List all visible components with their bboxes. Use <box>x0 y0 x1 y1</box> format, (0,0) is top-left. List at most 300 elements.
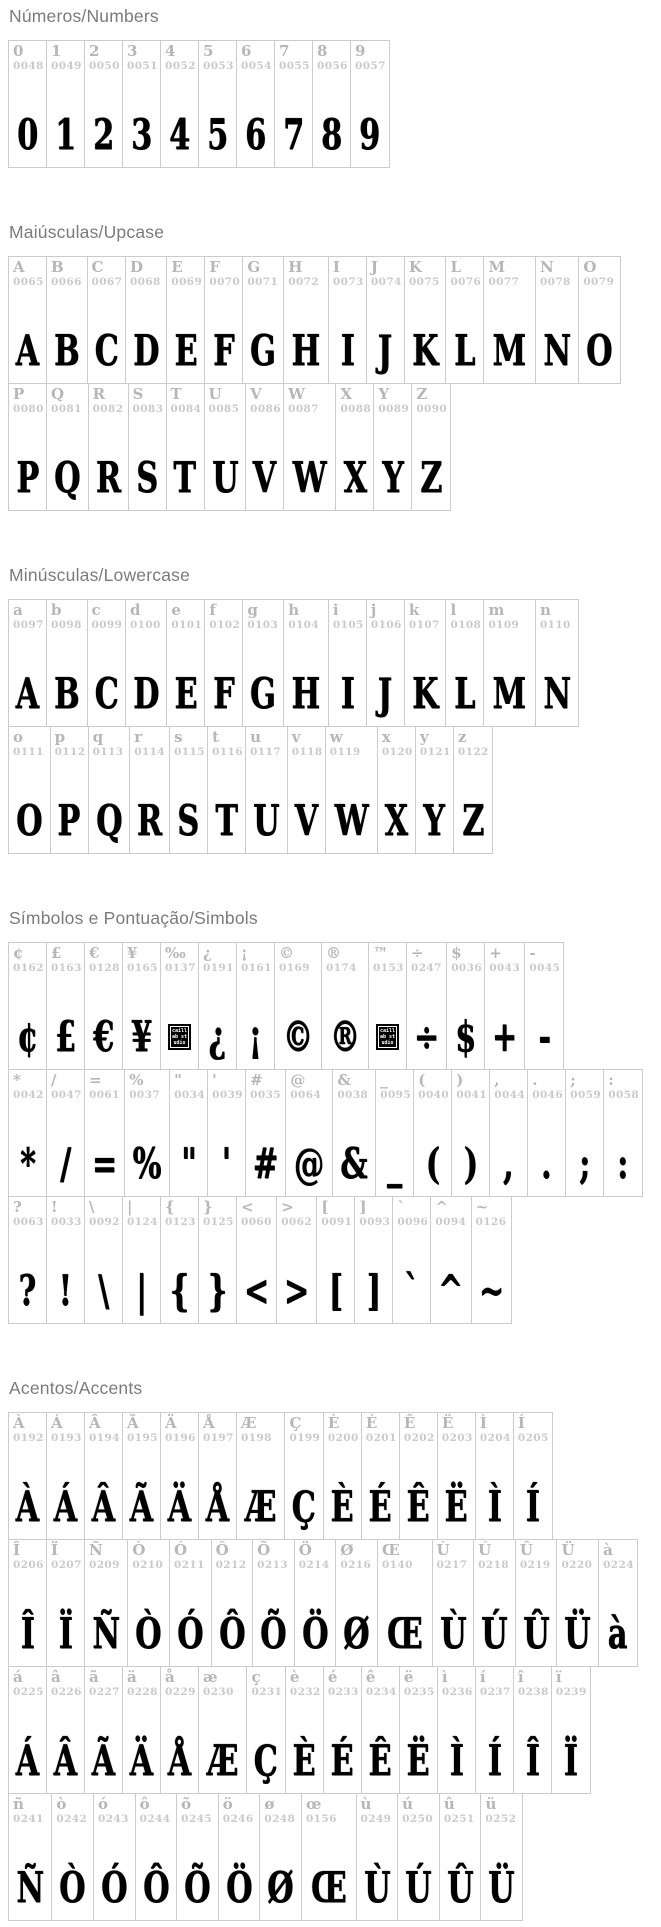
char-glyph: J <box>378 326 393 376</box>
char-label: h <box>288 601 300 619</box>
char-cell <box>528 1070 566 1196</box>
char-glyph: S <box>136 453 158 503</box>
section-numbers <box>8 6 653 168</box>
char-cell-header <box>288 727 325 760</box>
glyph-area <box>447 976 484 1069</box>
char-label: . <box>532 1071 538 1089</box>
char-glyph: Ö <box>225 1863 253 1913</box>
glyph-area <box>362 1700 399 1793</box>
char-cell-header <box>9 600 46 633</box>
glyph-area <box>412 417 450 510</box>
char-cell-header <box>85 1197 122 1230</box>
glyph-area <box>433 1573 474 1666</box>
char-cell-header <box>161 1197 198 1230</box>
char-cell <box>85 1413 123 1539</box>
char-cell-header <box>47 1070 84 1103</box>
char-cell <box>412 384 450 510</box>
char-label: ÷ <box>411 944 424 962</box>
char-cell <box>85 1540 128 1666</box>
char-code: 0228 <box>127 1685 158 1698</box>
char-cell-header <box>9 384 46 417</box>
char-cell <box>317 1197 355 1323</box>
char-cell-header <box>324 1413 361 1446</box>
char-glyph: V <box>252 453 277 503</box>
glyph-area <box>47 1103 84 1196</box>
char-cell <box>208 727 246 853</box>
glyph-area <box>528 1103 565 1196</box>
char-code: 0057 <box>355 59 386 72</box>
char-cell <box>440 1794 482 1920</box>
char-code: 0069 <box>171 275 203 288</box>
char-code: 0120 <box>381 745 413 758</box>
char-label: Ù <box>436 1541 450 1559</box>
char-label: M <box>488 258 506 276</box>
glyph-area <box>454 760 492 853</box>
section-uppercase <box>8 222 653 511</box>
section-title: Números/Numbers <box>9 6 159 26</box>
char-glyph: ( <box>425 1139 440 1189</box>
char-glyph: Ø <box>267 1863 294 1913</box>
char-glyph: 6 <box>244 110 267 160</box>
char-cell <box>446 257 484 383</box>
char-cell <box>123 1667 161 1793</box>
char-code: 0067 <box>91 275 123 288</box>
char-label: w <box>329 728 343 746</box>
char-glyph: [ <box>328 1266 344 1316</box>
char-cell <box>161 1197 199 1323</box>
char-cell-header <box>284 257 328 290</box>
char-cell <box>161 1667 199 1793</box>
foundry-badge <box>376 1024 399 1050</box>
char-cell-header <box>528 1070 565 1103</box>
glyph-area <box>260 1827 301 1920</box>
char-glyph: Ã <box>91 1736 116 1786</box>
char-cell-header <box>125 1070 169 1103</box>
char-cell-header <box>369 943 406 976</box>
char-cell-header <box>126 257 166 290</box>
glyph-area <box>51 760 88 853</box>
glyph-area <box>167 417 204 510</box>
char-glyph: L <box>454 326 476 376</box>
char-glyph: Â <box>91 1482 116 1532</box>
char-glyph: Ø <box>343 1609 370 1659</box>
char-label: N <box>539 258 554 276</box>
glyph-area <box>9 1827 51 1920</box>
char-cell-header <box>447 943 484 976</box>
char-label: ê <box>365 1668 376 1686</box>
char-cell-header <box>208 1070 245 1103</box>
char-glyph: U <box>211 453 239 503</box>
char-cell-header <box>170 727 207 760</box>
glyph-area <box>476 1446 513 1539</box>
glyph-area <box>362 1446 399 1539</box>
char-cell-header <box>47 1667 84 1700</box>
char-cell-header <box>130 727 169 760</box>
char-glyph: Œ <box>386 1609 423 1659</box>
glyph-area <box>161 1700 198 1793</box>
char-label: ø <box>264 1795 275 1813</box>
char-cell <box>177 1794 219 1920</box>
char-glyph: Ã <box>129 1482 154 1532</box>
char-cell <box>604 1070 642 1196</box>
char-label: } <box>203 1198 213 1216</box>
char-glyph: Ü <box>488 1863 515 1913</box>
char-glyph: R <box>137 796 163 846</box>
char-label: 3 <box>127 42 138 60</box>
char-glyph: Q <box>54 453 81 503</box>
char-cell-header <box>219 1794 260 1827</box>
char-glyph: G <box>250 669 277 719</box>
char-glyph: Á <box>53 1482 78 1532</box>
char-glyph: à <box>608 1609 628 1659</box>
char-code: 0102 <box>209 618 241 631</box>
char-code: 0156 <box>305 1812 337 1825</box>
char-label: ç <box>251 1668 261 1686</box>
char-glyph: U <box>253 796 280 846</box>
char-code: 0082 <box>92 402 124 415</box>
char-label: Ï <box>51 1541 59 1559</box>
char-label: Q <box>51 385 65 403</box>
char-glyph: Ï <box>58 1609 73 1659</box>
char-cell-header <box>85 41 122 74</box>
char-code: 0094 <box>435 1215 467 1228</box>
char-label: m <box>488 601 505 619</box>
char-cell <box>454 727 492 853</box>
char-cell-header <box>170 1540 211 1573</box>
section-title: Acentos/Accents <box>9 1378 143 1398</box>
char-glyph: Æ <box>245 1482 277 1532</box>
char-label: Æ <box>241 1414 257 1432</box>
char-glyph: D <box>133 669 160 719</box>
glyph-area <box>557 1573 598 1666</box>
char-label: â <box>51 1668 61 1686</box>
glyph-area <box>246 417 283 510</box>
char-code: 0207 <box>51 1558 82 1571</box>
char-cell-header <box>85 1667 122 1700</box>
char-code: 0245 <box>181 1812 212 1825</box>
glyph-area <box>123 1230 160 1323</box>
char-label: Ä <box>165 1414 177 1432</box>
char-cell-header <box>47 600 87 633</box>
char-glyph: Ñ <box>92 1609 121 1659</box>
char-cell <box>47 1070 85 1196</box>
char-code: 0099 <box>91 618 123 631</box>
glyph-area <box>167 633 204 726</box>
char-cell-header <box>88 600 125 633</box>
char-cell <box>9 1794 52 1920</box>
glyph-area <box>329 290 366 383</box>
char-cell-header <box>438 1667 475 1700</box>
char-code: 0096 <box>397 1215 429 1228</box>
char-label: _ <box>380 1071 388 1089</box>
glyph-area <box>351 74 389 167</box>
char-cell <box>85 1070 125 1196</box>
char-cell-header <box>205 384 246 417</box>
char-cell-header <box>284 600 328 633</box>
char-cell-header <box>208 727 245 760</box>
glyph-area <box>566 1103 603 1196</box>
char-code: 0039 <box>212 1088 243 1101</box>
char-row <box>8 256 621 384</box>
char-cell <box>9 1197 47 1323</box>
glyph-area <box>405 290 446 383</box>
char-label: R <box>92 385 106 403</box>
char-label: ] <box>359 1198 367 1216</box>
char-glyph: Ô <box>142 1863 170 1913</box>
char-label: © <box>279 944 294 962</box>
char-glyph: Ù <box>439 1609 467 1659</box>
char-label: ñ <box>13 1795 24 1813</box>
char-cell-header <box>199 1197 236 1230</box>
char-label: A <box>13 258 25 276</box>
char-code: 0081 <box>51 402 82 415</box>
char-cell-header <box>414 1070 451 1103</box>
char-cell <box>89 727 131 853</box>
char-glyph: È <box>292 1736 316 1786</box>
char-cell <box>161 41 199 167</box>
char-code: 0197 <box>203 1431 234 1444</box>
char-cell <box>579 257 620 383</box>
glyph-area <box>246 1103 285 1196</box>
char-label: 0 <box>13 42 24 60</box>
char-cell <box>324 1413 362 1539</box>
char-label: x <box>381 728 391 746</box>
char-label: Û <box>519 1541 533 1559</box>
char-code: 0217 <box>436 1558 468 1571</box>
char-cell-header <box>336 1540 377 1573</box>
char-label: E <box>171 258 183 276</box>
char-cell <box>237 41 275 167</box>
char-cell-header <box>199 943 236 976</box>
char-label: Ê <box>403 1414 416 1432</box>
char-cell <box>161 1413 199 1539</box>
char-label: X <box>340 385 352 403</box>
char-cell <box>484 257 536 383</box>
char-code: 0093 <box>359 1215 391 1228</box>
char-cell <box>246 1070 286 1196</box>
char-glyph: 3 <box>130 110 153 160</box>
char-label: Y <box>378 385 390 403</box>
char-glyph: Å <box>167 1736 192 1786</box>
char-code: 0098 <box>51 618 82 631</box>
char-code: 0109 <box>488 618 520 631</box>
char-code: 0114 <box>134 745 166 758</box>
char-label: Ü <box>561 1541 575 1559</box>
char-glyph: ¿ <box>208 1012 227 1062</box>
char-cell <box>246 727 288 853</box>
glyph-area <box>369 976 406 1069</box>
char-cell <box>374 384 412 510</box>
char-code: 0073 <box>332 275 364 288</box>
char-label: ó <box>97 1795 108 1813</box>
char-label: B <box>51 258 64 276</box>
char-cell <box>47 1540 85 1666</box>
char-label: t <box>212 728 220 746</box>
char-label: ¡ <box>241 944 248 962</box>
char-cell <box>9 257 47 383</box>
char-cell-header <box>454 727 492 760</box>
char-label: Î <box>13 1541 21 1559</box>
glyph-area <box>374 417 411 510</box>
glyph-area <box>9 290 46 383</box>
glyph-area <box>205 417 246 510</box>
char-label: n <box>539 601 551 619</box>
char-cell <box>336 1540 378 1666</box>
char-glyph: Ó <box>101 1863 128 1913</box>
glyph-area <box>88 290 125 383</box>
char-code: 0056 <box>317 59 348 72</box>
char-cell-header <box>88 257 125 290</box>
char-label: F <box>209 258 221 276</box>
char-code: 0213 <box>257 1558 288 1571</box>
char-cell-header <box>481 1794 522 1827</box>
char-label: £ <box>51 944 62 962</box>
char-code: 0123 <box>165 1215 196 1228</box>
char-glyph: Ó <box>177 1609 204 1659</box>
char-cell-header <box>167 384 204 417</box>
char-cell <box>416 727 454 853</box>
char-glyph: Ë <box>406 1736 430 1786</box>
glyph-area <box>253 1573 294 1666</box>
glyph-area <box>400 1446 437 1539</box>
char-label: f <box>209 601 216 619</box>
char-cell-header <box>85 1413 122 1446</box>
char-cell-header <box>286 1667 323 1700</box>
char-cell-header <box>552 1667 590 1700</box>
char-cell-header <box>313 41 350 74</box>
section-accents <box>8 1378 653 1921</box>
char-code: 0100 <box>129 618 161 631</box>
char-glyph: O <box>16 796 43 846</box>
char-glyph: X <box>343 453 367 503</box>
glyph-area <box>85 1700 122 1793</box>
char-cell-header <box>566 1070 603 1103</box>
char-code: 0248 <box>264 1812 296 1825</box>
char-cell-header <box>333 1070 375 1103</box>
char-cell <box>85 1667 123 1793</box>
char-cell <box>89 384 129 510</box>
char-cell <box>47 1667 85 1793</box>
char-code: 0076 <box>450 275 482 288</box>
char-code: 0198 <box>241 1431 272 1444</box>
glyph-area <box>237 1230 276 1323</box>
char-label: É <box>365 1414 378 1432</box>
char-grid <box>8 1412 653 1921</box>
glyph-area <box>85 74 122 167</box>
char-glyph: ~ <box>478 1266 504 1316</box>
char-code: 0091 <box>321 1215 353 1228</box>
char-code: 0239 <box>555 1685 587 1698</box>
glyph-area <box>85 1446 122 1539</box>
char-label: Ú <box>478 1541 492 1559</box>
char-glyph: - <box>538 1012 551 1062</box>
char-glyph: C <box>94 669 119 719</box>
char-cell <box>329 600 367 726</box>
glyph-area <box>243 633 283 726</box>
glyph-area <box>446 633 483 726</box>
char-cell-header <box>407 943 446 976</box>
char-code: 0244 <box>139 1812 171 1825</box>
char-cell <box>433 1540 475 1666</box>
char-label: ` <box>397 1198 405 1216</box>
char-label: = <box>89 1071 102 1089</box>
char-glyph: F <box>213 669 235 719</box>
char-cell-header <box>9 1667 46 1700</box>
char-label: o <box>13 728 24 746</box>
char-glyph: £ <box>54 1012 77 1062</box>
char-cell-header <box>286 1070 332 1103</box>
char-glyph: _ <box>387 1139 403 1189</box>
char-code: 0128 <box>89 961 120 974</box>
char-cell-header <box>367 600 404 633</box>
char-code: 0249 <box>360 1812 392 1825</box>
char-cell <box>367 600 405 726</box>
glyph-area <box>247 1700 284 1793</box>
char-glyph: K <box>412 326 439 376</box>
char-cell <box>125 1070 170 1196</box>
glyph-area <box>393 1230 430 1323</box>
char-cell <box>400 1413 438 1539</box>
glyph-area <box>9 760 50 853</box>
char-label: ë <box>403 1668 414 1686</box>
char-cell <box>367 257 405 383</box>
char-label: y <box>419 728 429 746</box>
glyph-area <box>286 1103 332 1196</box>
char-label: T <box>170 385 182 403</box>
glyph-area <box>161 74 198 167</box>
char-cell-header <box>199 1667 246 1700</box>
char-cell-header <box>126 600 166 633</box>
char-cell-header <box>212 1540 253 1573</box>
char-label: $ <box>451 944 462 962</box>
char-label: Ç <box>289 1414 302 1432</box>
char-cell-header <box>452 1070 489 1103</box>
char-cell <box>9 1540 47 1666</box>
char-label: I <box>332 258 340 276</box>
char-glyph: E <box>174 326 198 376</box>
char-cell <box>333 1070 376 1196</box>
char-label: + <box>489 944 502 962</box>
char-cell-header <box>484 600 535 633</box>
char-glyph: Ö <box>301 1609 329 1659</box>
glyph-area <box>324 1446 361 1539</box>
char-label: { <box>165 1198 175 1216</box>
char-cell <box>275 943 322 1069</box>
glyph-area <box>416 760 453 853</box>
char-label: Ø <box>340 1541 354 1559</box>
char-cell <box>94 1794 136 1920</box>
char-label: î <box>517 1668 524 1686</box>
char-glyph: Y <box>423 796 446 846</box>
char-cell <box>329 257 367 383</box>
glyph-area <box>536 290 578 383</box>
char-label: L <box>450 258 461 276</box>
char-glyph: Ä <box>129 1736 154 1786</box>
char-glyph: 4 <box>168 110 191 160</box>
char-grid <box>8 256 653 511</box>
char-label: p <box>54 728 66 746</box>
char-code: 0196 <box>165 1431 196 1444</box>
char-cell <box>199 1197 237 1323</box>
glyph-area <box>89 417 128 510</box>
char-code: 0038 <box>337 1088 369 1101</box>
char-cell-header <box>378 1540 432 1573</box>
char-cell <box>199 1667 247 1793</box>
char-cell <box>295 1540 337 1666</box>
char-cell-header <box>322 943 368 976</box>
char-cell <box>47 1413 85 1539</box>
char-cell <box>205 600 243 726</box>
